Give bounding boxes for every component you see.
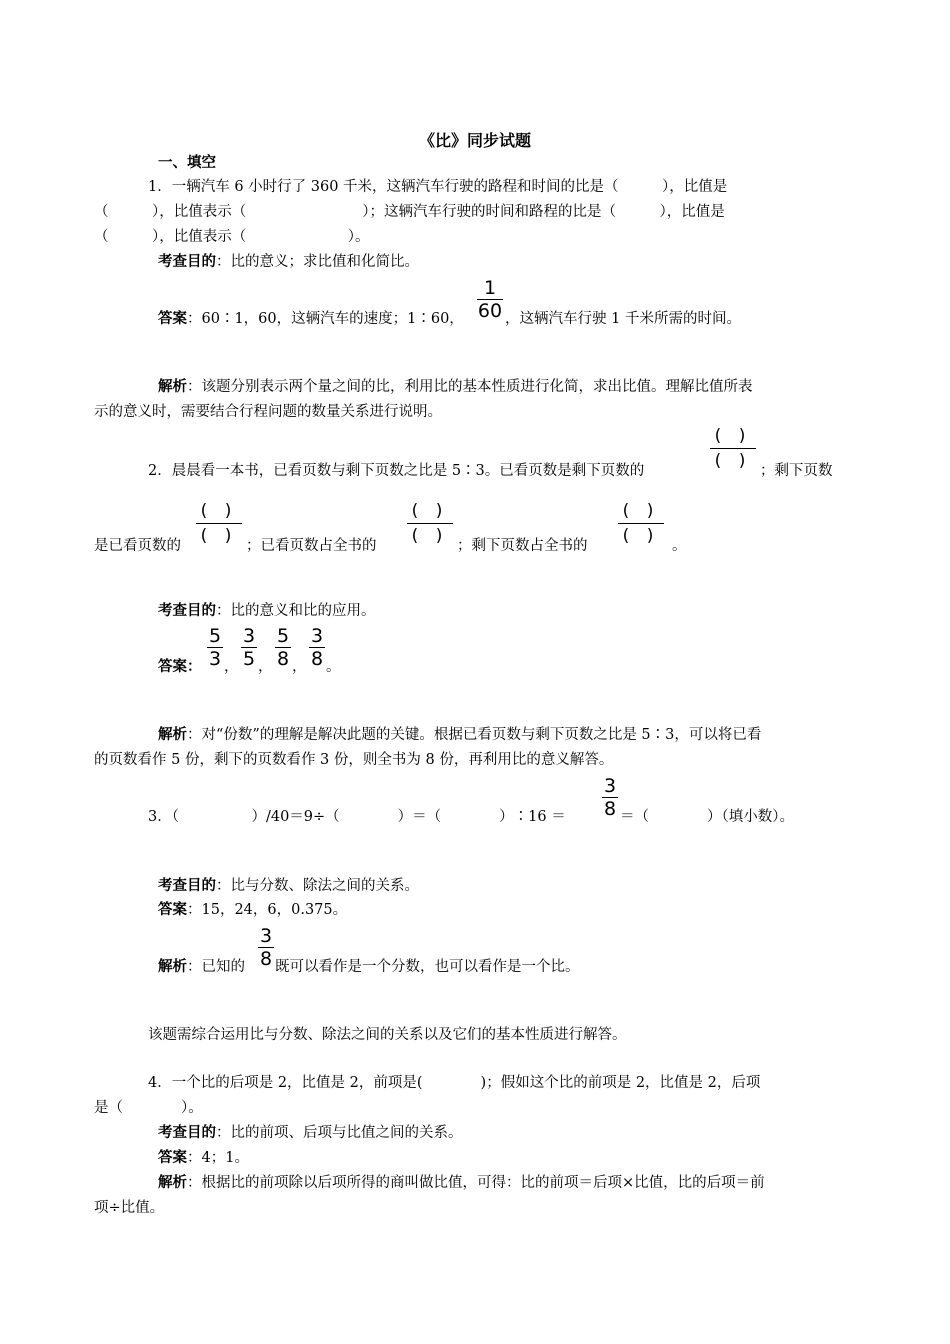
q1-purpose: 考查目的：比的意义；求比值和化简比。 [158, 254, 419, 270]
q3-answer: 答案：15，24，6，0.375。 [158, 902, 348, 918]
q3-analysis-b: 既可以看作是一个分数，也可以看作是一个比。 [275, 959, 580, 975]
q2-answer-fraction-1: 5 3 [208, 625, 222, 670]
q2-line-1: 2．晨晨看一本书，已看页数与剩下页数之比是 5∶3。已看页数是剩下页数的 [148, 463, 645, 479]
q4-analysis-1: 解析：根据比的前项除以后项所得的商叫做比值，可得：比的前项＝后项×比值，比的后项＝前 [158, 1175, 765, 1191]
q2-answer-sep: ， [292, 659, 307, 675]
q1-answer-end: ，这辆汽车行驶 1 千米所需的时间。 [505, 311, 741, 327]
section-heading: 一、填空 [158, 155, 216, 171]
q4-purpose: 考查目的：比的前项、后项与比值之间的关系。 [158, 1125, 463, 1141]
q1-line-2: （ ），比值表示（ ）；这辆汽车行驶的时间和路程的比是（ ），比值是 [94, 204, 725, 220]
q2-answer-fraction-4: 3 8 [310, 625, 324, 670]
q4-answer: 答案：4；1。 [158, 1150, 249, 1166]
q2-answer-fraction-3: 5 8 [276, 625, 290, 670]
q2-analysis-2: 的页数看作 5 份，剩下的页数看作 3 份，则全书为 8 份，再利用比的意义解答。 [94, 752, 614, 768]
q4-line-1: 4．一个比的后项是 2，比值是 2，前项是( )；假如这个比的前项是 2，比值是 2，后项 [148, 1075, 761, 1091]
document-page: 《比》同步试题 一、填空 1．一辆汽车 6 小时行了 360 千米，这辆汽车行驶的路程和时间的比是（ ），比值是 （ ），比值表示（ ）；这辆汽车行驶的时间和路程的比是（ ），比值是 （ ），比值表示（ ）。 考查目的：比的意义；求比值和化简比。 答案：60∶1，60，这辆汽车的速度；1∶60， 1 60 ，这辆汽车行驶 1 千米所需的时间。 解析：该题分别表示两个量之间的比，利用比的基本性质进行化简，求出比值。理解比值所表 示的意义时，需要结合行程问题的数量关系进行说明。 2．晨晨看一本书，已看页数与剩下页数之比是 5∶3。已看页数是剩下页数的 ( ) ( ) ；剩下页数 是已看页数的 ( ) ( ) ；已看页数占全书的 ( ) ( ) ；剩下页数占全书的 ( ) ( ) 。 考查目的：比的意义和比的应用。 答案 ： 5 3 ， 3 5 ， 5 8 ， 3 8 。 解析：对“份数”的理解是解决此题的关键。根据已看页数与剩下页数之比是 5∶3，可以将已看 的页数看作 5 份，剩下的页数看作 3 份，则全书为 8 份，再利用比的意义解答。 3．（ ）/40＝9÷（ ）＝（ ）∶16 ＝ 3 8 ＝（ ）（填小数）。 考查目的：比与分数、除法之间的关系。 答案：15，24，6，0.375。 解析：已知的 3 8 既可以看作是一个分数，也可以看作是一个比。 该题需综合运用比与分数、除法之间的关系以及它们的基本性质进行解答。 4．一个比的后项是 2，比值是 2，前项是( )；假如这个比的前项是 2，比值是 2，后项 是（ ）。 考查目的：比的前项、后项与比值之间的关系。 答案：4；1。 解析：根据比的前项除以后项所得的商叫做比值，可得：比的前项＝后项×比值，比的后项＝前 项÷比值。 [0, 0, 950, 1344]
q3-analysis-fraction: 3 8 [259, 925, 273, 970]
q2-line-1-end: ；剩下页数 [760, 463, 833, 479]
q4-line-2: 是（ ）。 [94, 1100, 203, 1116]
q2-answer-end: 。 [326, 659, 341, 675]
q4-analysis-2: 项÷比值。 [94, 1200, 165, 1216]
q2-line-2b: ；已看页数占全书的 [246, 538, 377, 554]
q1-analysis-2: 示的意义时，需要结合行程问题的数量关系进行说明。 [94, 404, 442, 420]
q2-blank-fraction-3: ( ) ( ) [407, 501, 453, 546]
q2-blank-fraction-2: ( ) ( ) [196, 501, 242, 546]
q2-answer-sep: ， [258, 659, 273, 675]
q2-blank-fraction-1: ( ) ( ) [710, 426, 756, 471]
q3-analysis-a: 解析：已知的 [158, 959, 245, 975]
q1-analysis-1: 解析：该题分别表示两个量之间的比，利用比的基本性质进行化简，求出比值。理解比值所表 [158, 379, 753, 395]
q1-answer-fraction: 1 60 [477, 277, 503, 322]
q2-line-2d: 。 [672, 538, 687, 554]
q3-analysis-2: 该题需综合运用比与分数、除法之间的关系以及它们的基本性质进行解答。 [148, 1027, 627, 1043]
q2-answer-label: 答案 [158, 659, 187, 675]
q2-line-2c: ；剩下页数占全书的 [457, 538, 588, 554]
q1-answer: 答案：60∶1，60，这辆汽车的速度；1∶60， [158, 311, 464, 327]
q3-line-1b: ＝（ ）（填小数）。 [620, 809, 794, 825]
q1-line-1: 1．一辆汽车 6 小时行了 360 千米，这辆汽车行驶的路程和时间的比是（ ），比值是 [148, 179, 728, 195]
q2-answer-fraction-2: 3 5 [242, 625, 256, 670]
q2-analysis-1: 解析：对“份数”的理解是解决此题的关键。根据已看页数与剩下页数之比是 5∶3，可以将已看 [158, 727, 762, 743]
q2-purpose: 考查目的：比的意义和比的应用。 [158, 603, 376, 619]
page-title: 《比》同步试题 [418, 131, 531, 150]
q2-line-2a: 是已看页数的 [94, 538, 181, 554]
q2-blank-fraction-4: ( ) ( ) [618, 501, 664, 546]
q3-purpose: 考查目的：比与分数、除法之间的关系。 [158, 878, 419, 894]
q1-line-3: （ ），比值表示（ ）。 [94, 229, 370, 245]
q3-line-1a: 3．（ ）/40＝9÷（ ）＝（ ）∶16 ＝ [148, 809, 566, 825]
q2-answer-sep: ， [224, 659, 239, 675]
q3-fraction: 3 8 [603, 775, 617, 820]
